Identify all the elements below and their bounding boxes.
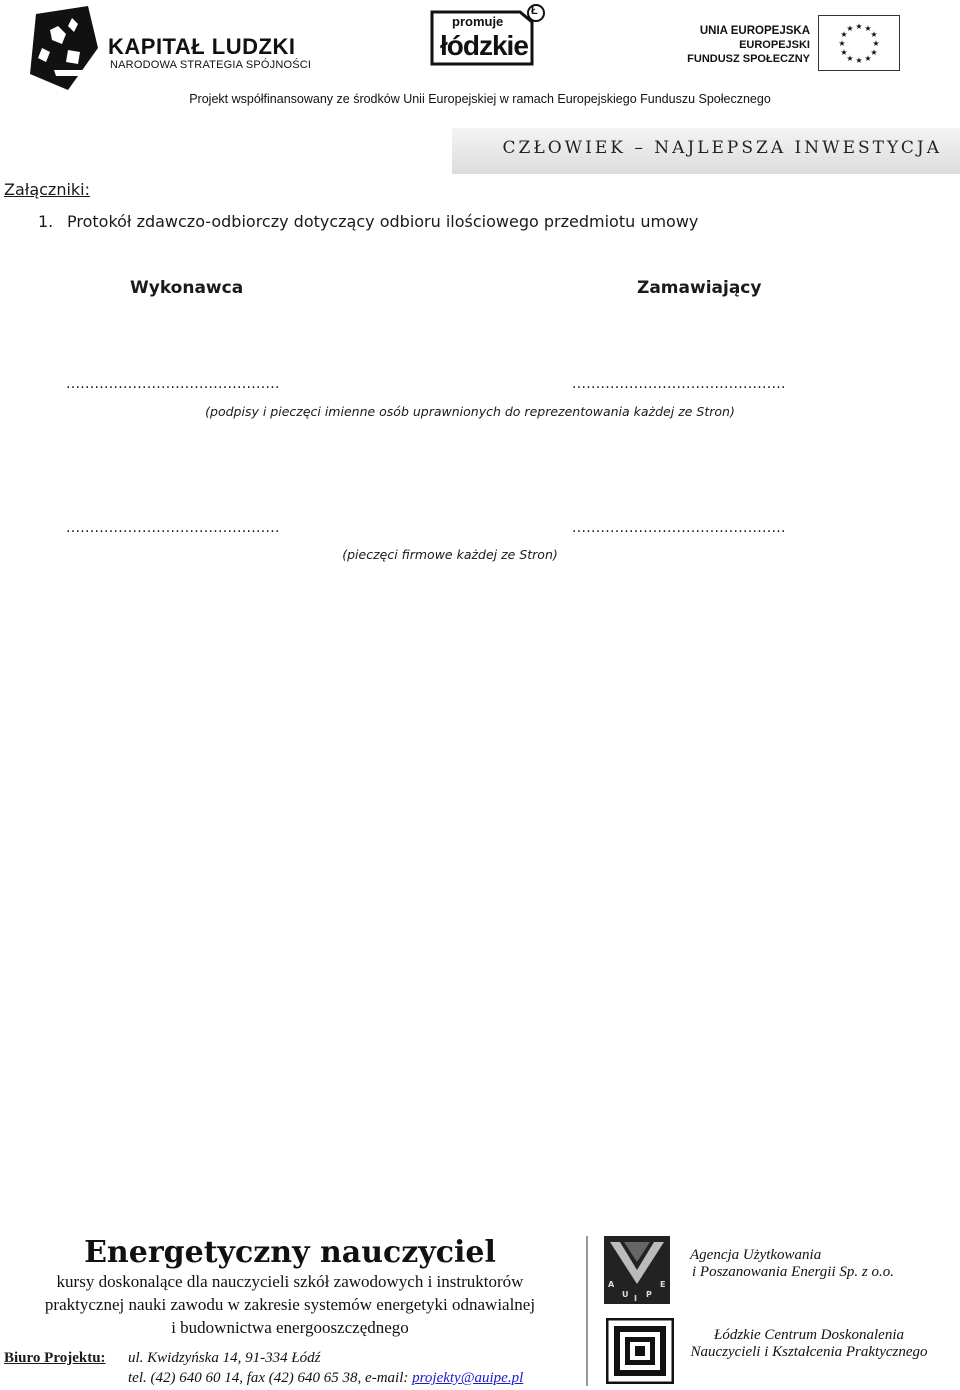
svg-text:★: ★ bbox=[840, 48, 848, 57]
svg-text:★: ★ bbox=[846, 24, 854, 33]
attachments-label: Załączniki: bbox=[4, 180, 90, 199]
org2-name bbox=[676, 1327, 942, 1361]
auipe-letter: P bbox=[646, 1290, 652, 1299]
stamps-caption: (pieczęci firmowe każdej ze Stron) bbox=[342, 547, 558, 562]
svg-text:★: ★ bbox=[840, 30, 848, 39]
org2-line-1: Łódzkie Centrum Doskonalenia bbox=[714, 1327, 904, 1343]
kapital-ludzki-emblem-icon bbox=[28, 4, 108, 92]
org2-line-2: Nauczycieli i Kształcenia Praktycznego bbox=[690, 1344, 928, 1360]
eu-flag-icon bbox=[818, 15, 900, 71]
org1-line-2: i Poszanowania Energii Sp. z o.o. bbox=[692, 1264, 894, 1280]
footer-line-3: i budownictwa energooszczędnego bbox=[171, 1318, 409, 1337]
signature-line-left: ............................................. bbox=[66, 376, 280, 392]
cofinancing-note: Projekt współfinansowany ze środków Unii Europejskiej w ramach Europejskiego Funduszu Społecznego bbox=[189, 92, 771, 106]
footer-divider bbox=[586, 1236, 588, 1386]
svg-text:★: ★ bbox=[872, 39, 880, 48]
lcdnikp-logo bbox=[606, 1318, 674, 1384]
svg-text:★: ★ bbox=[870, 48, 878, 57]
svg-text:★: ★ bbox=[864, 54, 872, 63]
list-item-text: Protokół zdawczo-odbiorczy dotyczący odbioru ilościowego przedmiotu umowy bbox=[67, 212, 699, 231]
svg-text:★: ★ bbox=[846, 54, 854, 63]
org1-name bbox=[680, 1247, 920, 1281]
office-contact-text: tel. (42) 640 60 14, fax (42) 640 65 38, e-mail: bbox=[128, 1370, 413, 1386]
list-item bbox=[38, 212, 698, 231]
kapital-ludzki-subtitle: NARODOWA STRATEGIA SPÓJNOŚCI bbox=[110, 59, 312, 71]
ue-text bbox=[687, 24, 810, 66]
auipe-logo bbox=[604, 1236, 670, 1304]
party-client: Zamawiający bbox=[637, 278, 762, 298]
office-contact bbox=[128, 1370, 523, 1387]
auipe-letter: E bbox=[660, 1280, 666, 1289]
party-contractor: Wykonawca bbox=[130, 278, 244, 298]
ue-line-3: FUNDUSZ SPOŁECZNY bbox=[687, 53, 810, 65]
concentric-squares-icon bbox=[606, 1318, 674, 1384]
list-item-number: 1. bbox=[38, 212, 54, 231]
auipe-letter: U bbox=[622, 1290, 629, 1299]
auipe-letter: I bbox=[634, 1294, 637, 1303]
footer-line-1: kursy doskonalące dla nauczycieli szkół zawodowych i instruktorów bbox=[56, 1272, 524, 1291]
footer-title: Energetyczny nauczyciel bbox=[84, 1235, 496, 1270]
email-link[interactable]: projekty@auipe.pl bbox=[412, 1370, 524, 1386]
auipe-letter: A bbox=[608, 1280, 615, 1289]
lodzkie-logo bbox=[430, 2, 545, 72]
signatures-caption: (podpisy i pieczęci imienne osób uprawnionych do reprezentowania każdej ze Stron) bbox=[205, 404, 735, 419]
stamp-line-left: ............................................. bbox=[66, 520, 280, 536]
slogan: CZŁOWIEK – NAJLEPSZA INWESTYCJA bbox=[502, 138, 942, 158]
svg-text:★: ★ bbox=[838, 39, 846, 48]
svg-text:★: ★ bbox=[855, 22, 863, 31]
org1-line-1: Agencja Użytkowania bbox=[690, 1247, 822, 1263]
svg-text:★: ★ bbox=[870, 30, 878, 39]
footer-line-2: praktycznej nauki zawodu w zakresie systemów energetyki odnawialnej bbox=[44, 1295, 536, 1314]
lodzkie-main-text: łódzkie bbox=[440, 30, 528, 61]
kapital-ludzki-title: KAPITAŁ LUDZKI bbox=[108, 34, 296, 59]
stamp-line-right: ............................................. bbox=[572, 520, 786, 536]
lodzkie-top-text: promuje bbox=[452, 14, 504, 29]
office-label: Biuro Projektu: bbox=[4, 1350, 106, 1366]
ue-line-1: UNIA EUROPEJSKA bbox=[699, 25, 810, 37]
auipe-emblem-icon bbox=[604, 1236, 670, 1304]
svg-text:★: ★ bbox=[864, 24, 872, 33]
ue-line-2: EUROPEJSKI bbox=[739, 39, 810, 51]
office-address: ul. Kwidzyńska 14, 91-334 Łódź bbox=[128, 1350, 321, 1366]
lodzkie-badge: Ł bbox=[531, 5, 538, 17]
svg-text:★: ★ bbox=[855, 56, 863, 65]
signature-line-right: ............................................. bbox=[572, 376, 786, 392]
